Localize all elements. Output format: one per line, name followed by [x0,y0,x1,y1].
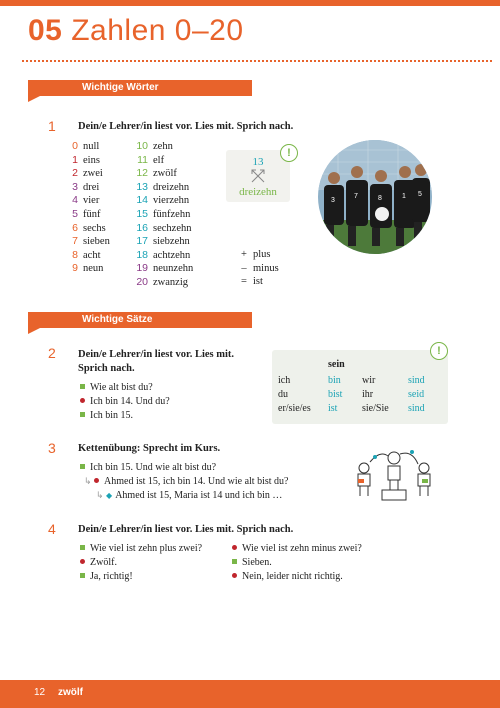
math-row [238,276,263,287]
number-row [66,249,101,261]
number-row [136,167,177,179]
top-bar [0,0,500,6]
note-word: dreizehn [239,186,277,198]
number-word: vier [83,195,100,207]
math-symbol: – [241,262,247,274]
title-divider [22,60,492,62]
number-word: elf [153,154,165,166]
number-row [136,154,164,166]
number-word: eins [83,154,100,166]
number-digit: 7 [72,235,78,248]
chain-line: ↳ ◆ Ahmed ist 15, Maria ist 14 und ich bin … [96,490,283,501]
number-digit: 12 [136,167,148,180]
number-word: dreizehn [153,181,190,193]
number-digit: 17 [136,235,148,248]
math-symbol: = [241,276,247,288]
grammar-box-sein [272,345,448,424]
number-word: fünf [83,209,101,220]
number-digit: 15 [136,208,148,220]
exercise-instruction-cont: Sprich nach. [78,363,135,374]
diamond-icon: ◆ [106,491,113,500]
number-digit: 2 [72,167,78,180]
note-digits: 13 [252,156,264,168]
section-banner-words: Wichtige Wörter [28,80,252,96]
number-digit: 16 [136,221,148,234]
verb-form: bin [328,375,341,386]
math-word: plus [253,249,271,260]
number-word: achtzehn [153,249,191,261]
dialog-line: Ich bin 15. [80,410,133,421]
number-row [66,140,99,152]
pronoun: er/sie/es [278,403,311,414]
number-word: sechzehn [153,222,192,234]
number-row [66,222,106,234]
exercise-instruction: Kettenübung: Sprecht im Kurs. [78,443,221,454]
verb-form: bist [328,389,343,400]
exercise-instruction: Dein/e Lehrer/in liest vor. Lies mit. [78,349,235,360]
number-digit: 5 [72,208,78,220]
number-word: neun [83,263,104,275]
exclamation-icon: ! [430,342,448,360]
number-row [66,262,103,274]
pronoun: ihr [362,389,374,400]
chain-line: ↳ Ahmed ist 15, ich bin 14. Und wie alt bist du? [84,476,289,487]
number-digit: 1 [72,153,78,166]
number-row [136,235,190,247]
number-digit: 10 [136,140,148,152]
exclamation-icon: ! [280,144,298,162]
number-digit: 13 [136,180,148,193]
return-arrow-icon: ↳ [84,477,92,487]
number-word: zwölf [153,168,177,180]
number-word: zehn [153,141,173,152]
chapter-title: 05 Zahlen 0–20 [28,14,244,47]
number-digit: 9 [72,262,78,275]
verb-form: sind [408,403,425,414]
page-number-word: zwölf [58,687,83,698]
number-word: sechs [83,222,106,234]
number-row [136,140,173,152]
number-row [136,181,189,193]
page-footer [0,680,500,708]
dialog-line-right: Sieben. [232,557,272,568]
verb-form: sind [408,375,425,386]
dialog-line-right: Nein, leider nicht richtig. [232,571,343,582]
dialog-line: Wie alt bist du? [80,382,153,393]
number-word: zwei [83,168,103,180]
page-number: 12 [34,687,46,698]
number-row [136,222,191,234]
number-row [66,154,100,166]
svg-text:1: 1 [402,193,406,200]
number-digit: 18 [136,248,148,261]
verb-form: ist [328,403,338,414]
math-row [238,249,271,260]
svg-text:3: 3 [331,197,335,204]
math-symbol: + [241,249,247,260]
football-team-photo [318,140,432,254]
cross-arrows-icon [250,168,266,184]
number-word: siebzehn [153,236,190,248]
math-word: minus [253,262,279,274]
dialog-line-left: Wie viel ist zehn plus zwei? [80,543,202,554]
number-digit: 14 [136,194,148,207]
number-word: drei [83,181,100,193]
number-word: vierzehn [153,195,190,207]
number-row [66,194,99,206]
math-word: ist [253,276,263,288]
number-row [136,194,189,206]
chain-line: Ich bin 15. Und wie alt bist du? [80,462,216,473]
dialog-line-left: Ja, richtig! [80,571,133,582]
exercise-number: 4 [48,521,56,537]
dialog-line-left: Zwölf. [80,557,117,568]
number-row [66,235,110,247]
exercise-instruction: Dein/e Lehrer/in liest vor. Lies mit. Sprich nach. [78,121,294,132]
pronoun: ich [278,375,291,386]
dialog-line: Ich bin 14. Und du? [80,396,170,407]
number-word: neunzehn [153,263,194,275]
dialog-line-right: Wie viel ist zehn minus zwei? [232,543,362,554]
exercise-number: 1 [48,118,56,134]
number-digit: 3 [72,180,78,193]
number-word: acht [83,249,101,261]
number-row [136,276,188,288]
note-box-dreizehn [226,147,291,202]
number-word: zwanzig [153,277,188,288]
svg-text:5: 5 [418,191,422,198]
svg-text:7: 7 [354,193,358,200]
number-digit: 0 [72,140,78,152]
number-row [66,167,103,179]
exercise-number: 3 [48,440,56,456]
exercise-number: 2 [48,345,56,361]
number-row [136,249,190,261]
number-row [66,208,101,220]
number-digit: 8 [72,248,78,261]
pronoun: du [278,389,288,400]
number-word: null [83,141,100,152]
section-banner-sentences: Wichtige Sätze [28,312,252,328]
number-word: fünfzehn [153,209,191,220]
number-digit: 11 [137,153,148,166]
exercise-instruction: Dein/e Lehrer/in liest vor. Lies mit. Sprich nach. [78,524,294,535]
number-digit: 6 [72,221,78,234]
pronoun: wir [362,375,376,386]
number-word: sieben [83,236,110,248]
students-in-circle-illustration [348,446,440,504]
pronoun: sie/Sie [362,403,389,414]
number-row [136,262,193,274]
number-digit: 19 [136,262,148,275]
return-arrow-icon: ↳ [96,491,104,501]
math-row [238,263,279,274]
number-row [136,208,190,220]
grammar-box-title: sein [328,359,345,370]
verb-form: seid [408,389,425,400]
svg-text:8: 8 [378,195,382,202]
number-digit: 4 [72,194,78,207]
number-row [66,181,99,193]
number-digit: 20 [136,276,148,288]
